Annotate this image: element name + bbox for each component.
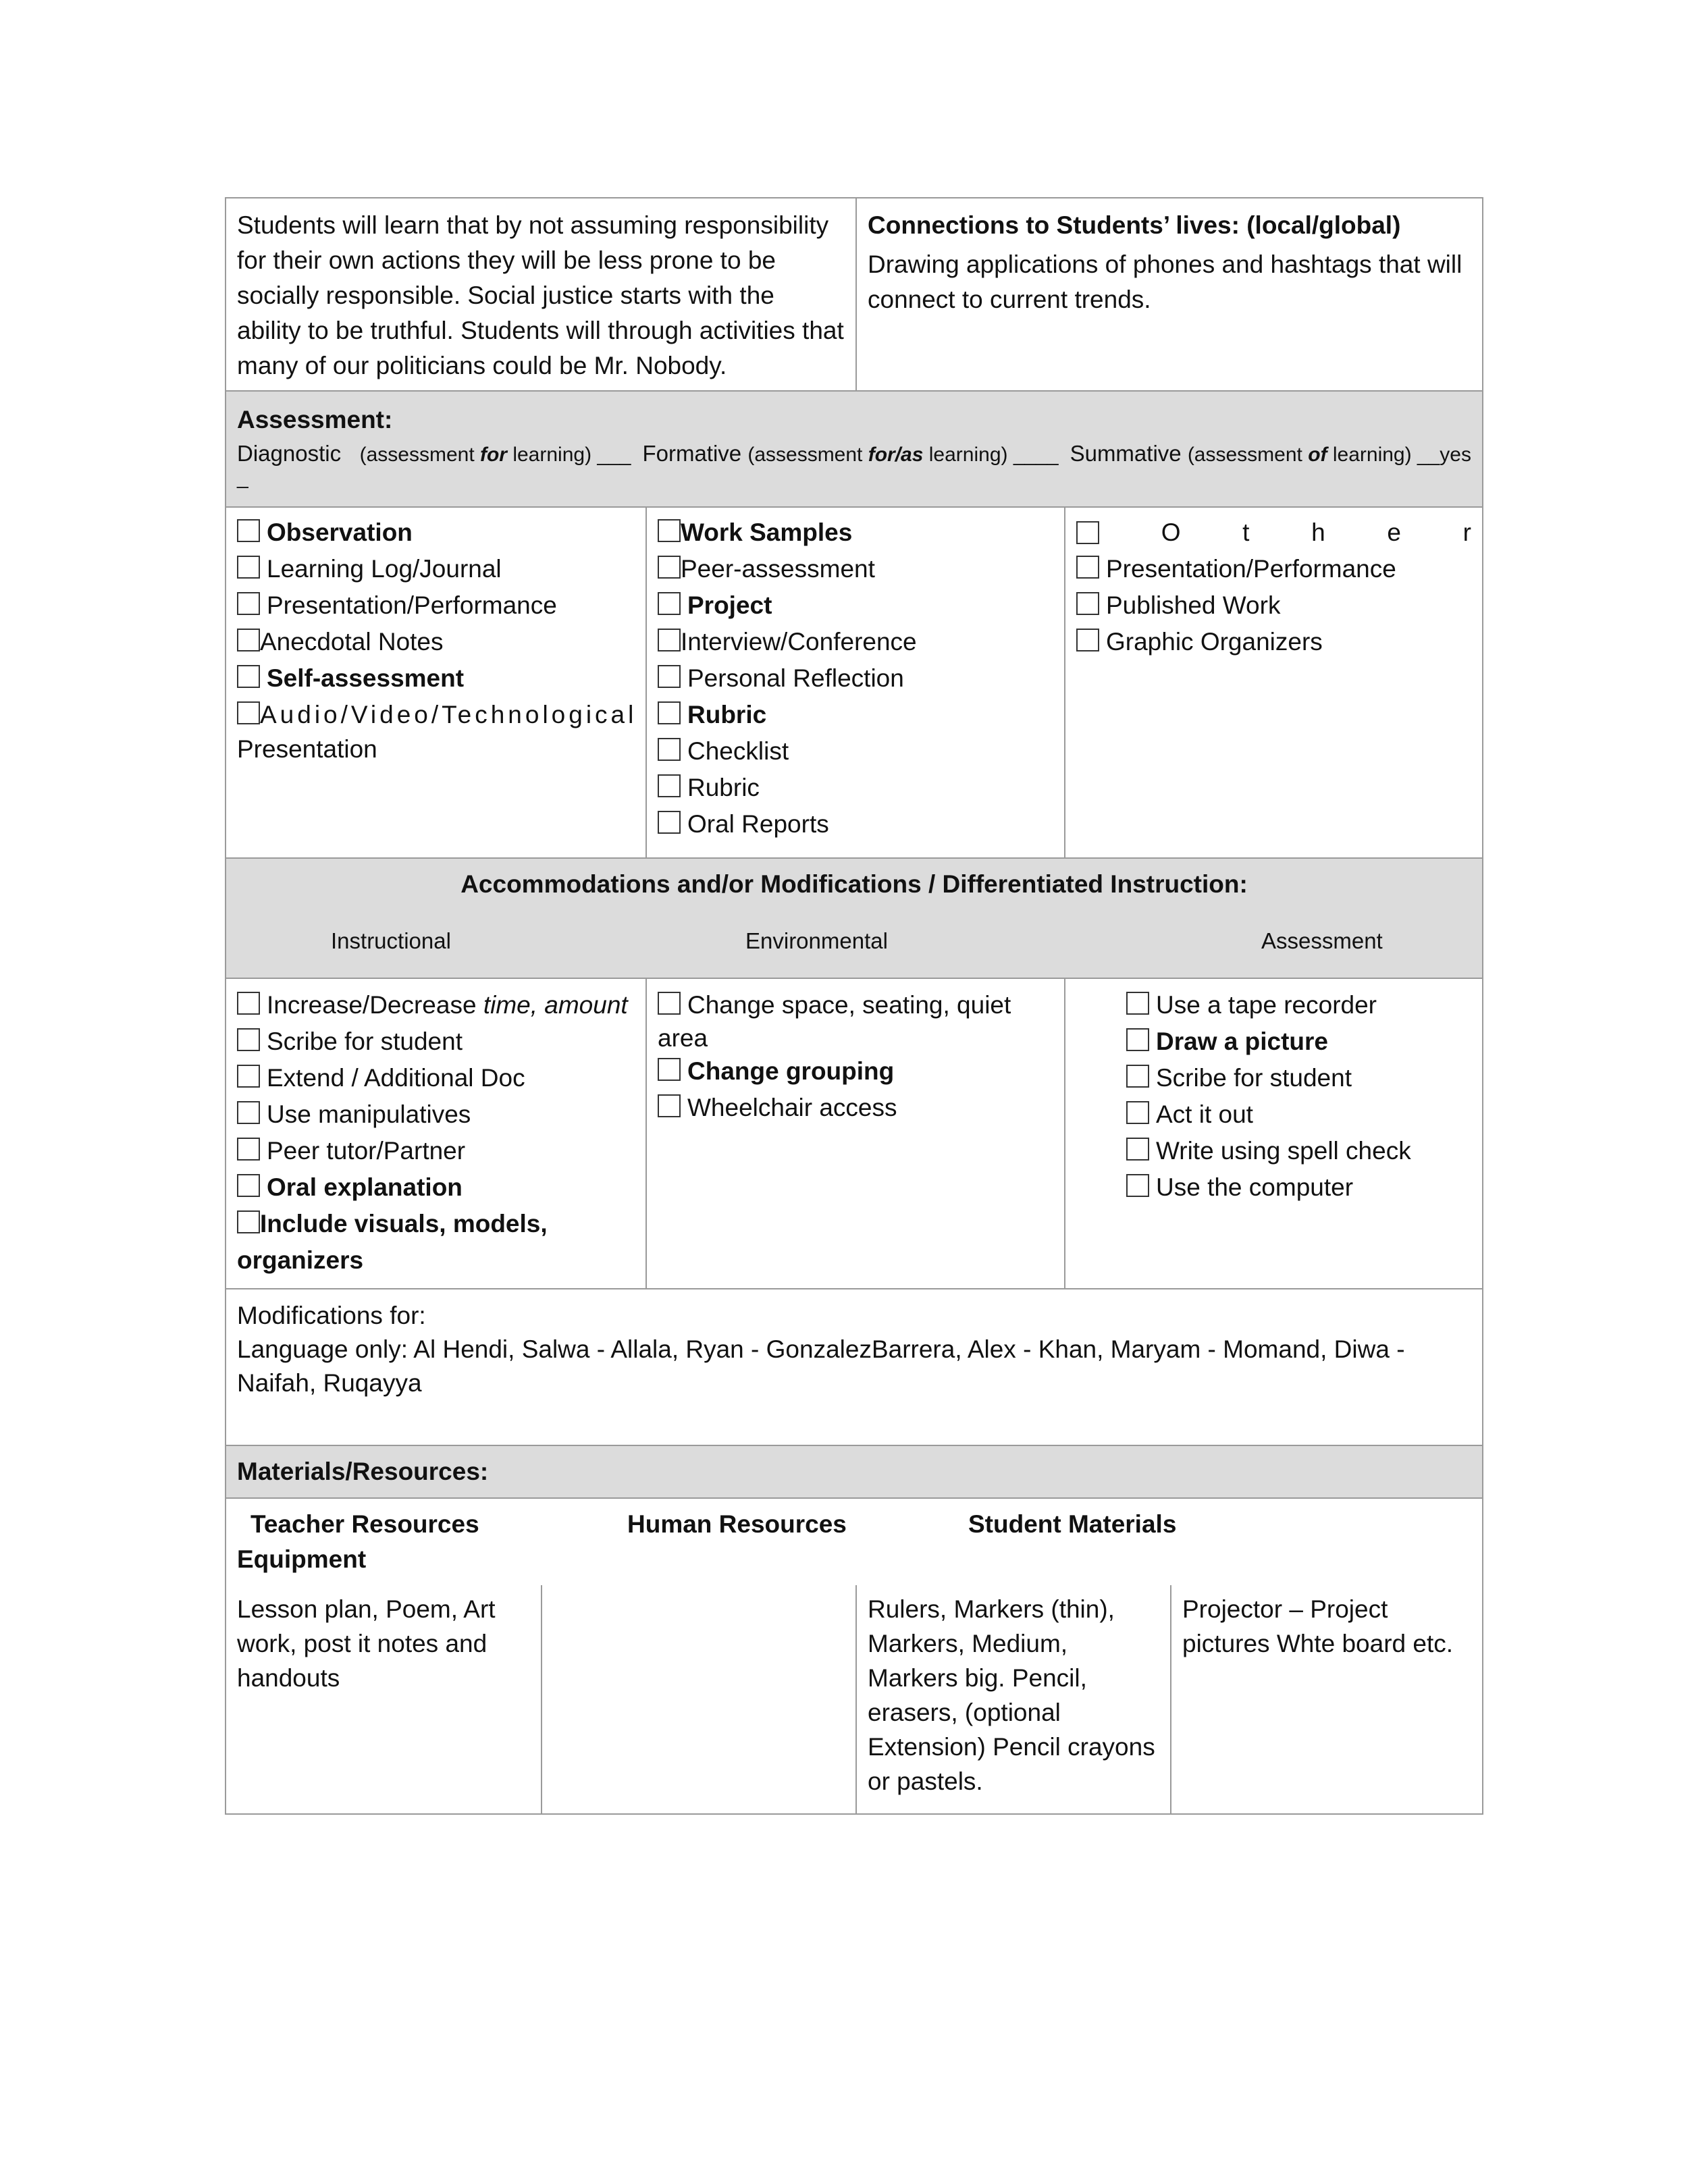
checkbox-icon[interactable] — [658, 774, 681, 797]
checkbox-label: Change space, seating, quiet — [687, 991, 1011, 1019]
outcome-text: Students will learn that by not assuming responsibility for their own actions they will be less prone to be socially responsible. Social justice starts with the ability to be truthful. Students will through activities that many of our politicians could be Mr. Nobody. — [237, 211, 844, 379]
checkbox-project[interactable] — [658, 587, 1053, 624]
checkbox-label: Work Samples — [681, 518, 853, 546]
accommodations-title: Accommodations and/or Modifications / Differentiated Instruction: — [460, 870, 1248, 898]
checkbox-label: Use a tape recorder — [1156, 991, 1377, 1019]
checkbox-increase-decrease[interactable] — [237, 987, 635, 1023]
checkbox-oral-reports[interactable] — [658, 806, 1053, 843]
assessment-types — [237, 437, 1471, 471]
modifications-label: Modifications for: — [237, 1302, 426, 1329]
top-section — [225, 197, 1483, 390]
checkbox-icon[interactable] — [237, 519, 260, 542]
checkbox-observation[interactable] — [237, 514, 635, 551]
connections-text: Drawing applications of phones and hashtags that will connect to current trends. — [868, 250, 1462, 313]
checkbox-icon[interactable] — [658, 811, 681, 834]
checkbox-label: Rubric — [687, 701, 767, 728]
checkbox-icon[interactable] — [237, 629, 260, 651]
checkbox-rubric[interactable] — [658, 770, 1053, 806]
environmental-col — [645, 979, 1064, 1288]
checkbox-include-visuals[interactable] — [237, 1206, 635, 1242]
checkbox-icon[interactable] — [658, 738, 681, 761]
checkbox-label: Write using spell check — [1156, 1137, 1411, 1165]
checkbox-presentation[interactable] — [237, 587, 635, 624]
environmental-label: Environmental — [745, 928, 888, 953]
summative-type — [1070, 437, 1471, 471]
checkbox-label-em: time, amount — [483, 991, 628, 1019]
checkbox-icon[interactable] — [237, 556, 260, 579]
checkbox-act-it-out[interactable] — [1126, 1096, 1471, 1133]
audio-video-continued: Presentation — [237, 735, 377, 763]
teacher-resources-cell: Lesson plan, Poem, Art work, post it notes and handouts — [237, 1595, 496, 1692]
checkbox-label: Oral Reports — [687, 810, 829, 838]
checkbox-peer-tutor[interactable] — [237, 1133, 635, 1169]
checkbox-scribe-student[interactable] — [1126, 1060, 1471, 1096]
accommodations-columns — [226, 925, 1482, 957]
checkbox-label: Graphic Organizers — [1106, 628, 1323, 656]
assessment-header — [225, 390, 1483, 506]
summative-note-em: of — [1308, 444, 1327, 466]
other-letter: t — [1242, 518, 1250, 546]
assessment-accommodation-col — [1064, 979, 1482, 1288]
checkbox-icon[interactable] — [237, 592, 260, 615]
checkbox-label: Change grouping — [687, 1057, 895, 1085]
assessment-underscore: _ — [237, 467, 248, 489]
assessment-label: Assessment — [1261, 928, 1383, 953]
materials-grid — [225, 1585, 1483, 1815]
checkbox-label: Oral explanation — [267, 1173, 463, 1201]
checkbox-tape-recorder[interactable] — [1126, 987, 1471, 1023]
lesson-plan-form — [225, 197, 1483, 1815]
assessment-title: Assessment: — [237, 406, 393, 433]
materials-label-row — [237, 1507, 1471, 1542]
checkbox-published-work[interactable] — [1076, 587, 1471, 624]
checkbox-label: Peer-assessment — [681, 555, 875, 583]
checkbox-change-grouping[interactable] — [658, 1053, 1053, 1090]
assessment-col-1 — [226, 508, 645, 857]
checkbox-icon[interactable] — [237, 1138, 260, 1161]
checkbox-label: Observation — [267, 518, 413, 546]
checkbox-icon[interactable] — [1126, 1138, 1149, 1161]
checkbox-label: Rubric — [687, 774, 760, 801]
formative-note-pre: (assessment — [747, 444, 868, 466]
assessment-col-3 — [1064, 508, 1482, 857]
checkbox-icon[interactable] — [1126, 992, 1149, 1015]
checkbox-icon[interactable] — [237, 1028, 260, 1051]
checkbox-extend[interactable] — [237, 1060, 635, 1096]
checkbox-icon[interactable] — [658, 1058, 681, 1081]
teacher-resources-label: Teacher Resources — [250, 1510, 479, 1538]
checkbox-label: Anecdotal Notes — [260, 628, 444, 656]
checkbox-icon[interactable] — [1126, 1101, 1149, 1124]
checkbox-spell-check[interactable] — [1126, 1133, 1471, 1169]
checkbox-icon[interactable] — [1126, 1028, 1149, 1051]
checkbox-label: Use manipulatives — [267, 1100, 471, 1128]
other-letter: h — [1311, 518, 1325, 546]
checkbox-icon[interactable] — [658, 519, 681, 542]
checkbox-audio-video[interactable] — [237, 697, 635, 733]
checkbox-label: Published Work — [1106, 591, 1281, 619]
checkbox-icon[interactable] — [658, 992, 681, 1015]
checkbox-label: Self-assessment — [267, 664, 465, 692]
checkbox-self-assessment[interactable] — [237, 660, 635, 697]
checkbox-icon[interactable] — [658, 556, 681, 579]
checkbox-label: Act it out — [1156, 1100, 1253, 1128]
checkbox-interview[interactable] — [658, 624, 1053, 660]
diagnostic-label: Diagnostic — [237, 441, 342, 466]
checkbox-learning-log[interactable] — [237, 551, 635, 587]
materials-title: Materials/Resources: — [237, 1458, 489, 1485]
checkbox-label: Scribe for student — [1156, 1064, 1352, 1092]
modifications-text: Language only: Al Hendi, Salwa - Allala, Ryan - GonzalezBarrera, Alex - Khan, Maryam - Momand, Diwa - Naifah, Ruqayya — [237, 1335, 1405, 1397]
student-materials-cell: Rulers, Markers (thin), Markers, Medium, Markers big. Pencil, erasers, (optional Extension) Pencil crayons or pastels. — [855, 1585, 1170, 1813]
checkbox-label: Audio/Video/Technological — [260, 701, 637, 728]
checkbox-checklist[interactable] — [658, 733, 1053, 770]
checkbox-draw-picture[interactable] — [1126, 1023, 1471, 1060]
checkbox-label: Peer tutor/Partner — [267, 1137, 466, 1165]
checkbox-icon[interactable] — [658, 629, 681, 651]
checkbox-scribe[interactable] — [237, 1023, 635, 1060]
formative-type — [642, 437, 1058, 471]
change-space-continued: area — [658, 1024, 708, 1052]
other-letter: r — [1462, 518, 1471, 546]
checkbox-computer[interactable] — [1126, 1169, 1471, 1206]
modifications-section — [225, 1288, 1483, 1445]
checkbox-other[interactable] — [1076, 514, 1471, 551]
summative-label: Summative — [1070, 441, 1182, 466]
checkbox-personal-reflection[interactable] — [658, 660, 1053, 697]
diagnostic-type — [237, 437, 631, 471]
checkbox-label: Project — [687, 591, 772, 619]
checkbox-label: Scribe for student — [267, 1028, 463, 1055]
diagnostic-note-em: for — [479, 444, 507, 466]
checkbox-manipulatives[interactable] — [237, 1096, 635, 1133]
checkbox-label: Use the computer — [1156, 1173, 1354, 1201]
checkbox-label: Personal Reflection — [687, 664, 904, 692]
checkbox-icon[interactable] — [237, 1210, 260, 1233]
other-letter: O — [1161, 518, 1181, 546]
checkbox-icon[interactable] — [1126, 1065, 1149, 1088]
checkbox-graphic-organizers[interactable] — [1076, 624, 1471, 660]
human-resources-label: Human Resources — [627, 1510, 847, 1538]
checkbox-icon[interactable] — [237, 701, 260, 724]
checkbox-label: Wheelchair access — [687, 1094, 897, 1121]
checkbox-label: Presentation/Performance — [1106, 555, 1396, 583]
checkbox-icon[interactable] — [1076, 521, 1099, 544]
checkbox-label: Learning Log/Journal — [267, 555, 502, 583]
checkbox-work-samples[interactable] — [658, 514, 1053, 551]
checkbox-icon[interactable] — [237, 992, 260, 1015]
materials-labels — [225, 1497, 1483, 1585]
checkbox-label: Increase/Decrease — [267, 991, 483, 1019]
checkbox-icon[interactable] — [1076, 629, 1099, 651]
checkbox-icon[interactable] — [658, 701, 681, 724]
accommodations-lists — [225, 978, 1483, 1288]
accommodations-header — [225, 857, 1483, 978]
checkbox-icon[interactable] — [658, 1094, 681, 1117]
checkbox-icon[interactable] — [1076, 556, 1099, 579]
connections-title: Connections to Students’ lives: (local/global) — [868, 211, 1401, 239]
checkbox-label: Draw a picture — [1156, 1028, 1328, 1055]
formative-note-post: learning) ____ — [923, 444, 1059, 466]
checkbox-change-space[interactable] — [658, 987, 1053, 1023]
checkbox-icon[interactable] — [237, 1174, 260, 1197]
checkbox-icon[interactable] — [1076, 592, 1099, 615]
checkbox-wheelchair[interactable] — [658, 1090, 1053, 1126]
other-letter: e — [1387, 518, 1401, 546]
checkbox-peer-assessment[interactable] — [658, 551, 1053, 587]
checkbox-icon[interactable] — [237, 1065, 260, 1088]
checkbox-icon[interactable] — [658, 665, 681, 688]
checkbox-presentation-performance[interactable] — [1076, 551, 1471, 587]
diagnostic-note-post: learning) ___ — [506, 444, 631, 466]
summative-note-post: learning) __yes — [1327, 444, 1471, 466]
summative-note-pre: (assessment — [1187, 444, 1309, 466]
connections-cell — [855, 198, 1482, 390]
checkbox-icon[interactable] — [237, 665, 260, 688]
checkbox-anecdotal-notes[interactable] — [237, 624, 635, 660]
checkbox-icon[interactable] — [1126, 1174, 1149, 1197]
checkbox-icon[interactable] — [237, 1101, 260, 1124]
assessment-col-2 — [645, 508, 1064, 857]
include-visuals-continued: organizers — [237, 1246, 364, 1274]
diagnostic-note-pre: (assessment — [359, 444, 480, 466]
checkbox-label: Include visuals, models, — [260, 1210, 548, 1237]
human-resources-cell — [541, 1585, 855, 1813]
checkbox-label: Checklist — [687, 737, 789, 765]
checkbox-label: Interview/Conference — [681, 628, 917, 656]
equipment-cell: Projector – Project pictures Whte board etc. — [1170, 1585, 1482, 1813]
instructional-label: Instructional — [331, 928, 451, 953]
checkbox-rubric-bold[interactable] — [658, 697, 1053, 733]
materials-header — [225, 1445, 1483, 1497]
instructional-col — [226, 979, 645, 1288]
checkbox-oral-explanation[interactable] — [237, 1169, 635, 1206]
checkbox-label: Extend / Additional Doc — [267, 1064, 525, 1092]
assessment-checklists — [225, 506, 1483, 857]
student-materials-label: Student Materials — [968, 1510, 1177, 1538]
checkbox-label: Presentation/Performance — [267, 591, 557, 619]
formative-note-em: for/as — [868, 444, 924, 466]
formative-label: Formative — [642, 441, 742, 466]
checkbox-icon[interactable] — [658, 592, 681, 615]
equipment-label: Equipment — [237, 1545, 367, 1573]
